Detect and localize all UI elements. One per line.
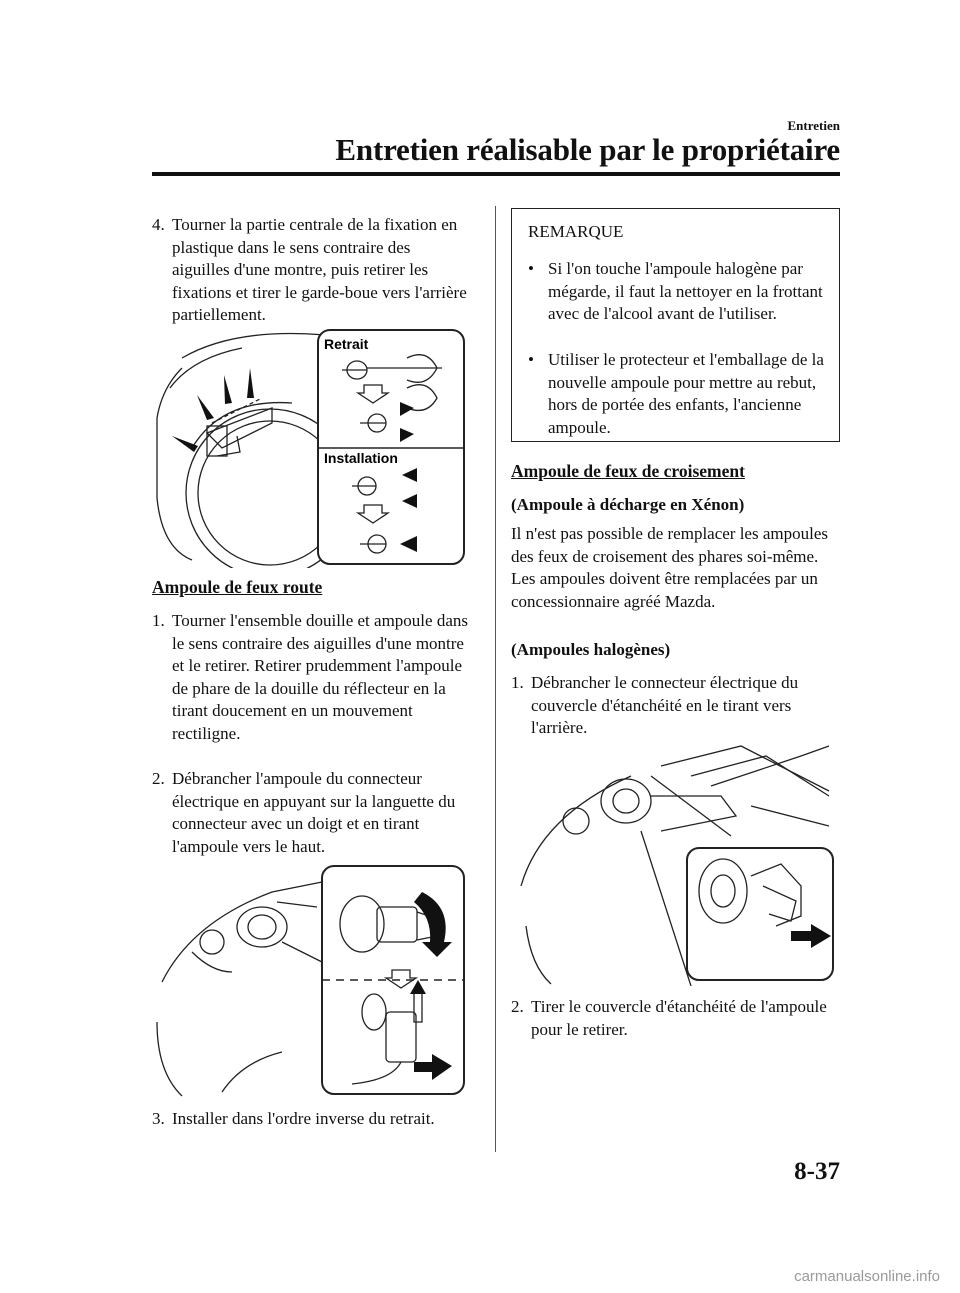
note-bullet-text: Utiliser le protecteur et l'emballage de la nouvelle ampoule pour mettre au rebut, hors de portée des enfants, l'ancienne ampoule. [548,350,824,437]
section-label: Entretien [787,118,840,133]
note-bullet-1 [528,258,828,326]
step-route-3 [152,1108,482,1131]
page-title: Entretien réalisable par le propriétaire [335,132,840,167]
step-text: Tourner la partie centrale de la fixation en plastique dans le sens contraire des aiguilles d'une montre, puis retirer les fixations et tirer le garde-boue vers l'arrière partiellement. [172,215,467,324]
column-divider [495,206,496,1152]
step-route-1 [152,610,474,745]
step-route-2 [152,768,474,858]
note-bullet-text: Si l'on touche l'ampoule halogène par mégarde, il faut la nettoyer en la frottant avec de l'alcool avant de l'utiliser. [548,259,823,323]
note-bullet-2 [528,349,828,439]
subheading-halogen: (Ampoules halogènes) [511,640,671,659]
header-rule [152,172,840,176]
subheading-xenon: (Ampoule à décharge en Xénon) [511,495,745,514]
figure-label-installation: Installation [324,450,398,466]
heading-feux-route: Ampoule de feux route [152,577,323,597]
heading-feux-croisement: Ampoule de feux de croisement [511,461,745,481]
step-number: 3. [152,1109,165,1128]
page-number: 8-37 [794,1158,840,1185]
halogen-connector-figure [511,736,841,986]
step-number: 4. [152,215,165,234]
xenon-text-1: Il n'est pas possible de remplacer les ampoules des feux de croisement des phares soi-même. [511,524,828,566]
step-number: 1. [152,611,165,630]
note-title: REMARQUE [528,222,624,241]
step-number: 1. [511,673,524,692]
step-text: Tirer le couvercle d'étanchéité de l'ampoule pour le retirer. [531,997,827,1039]
step-text: Débrancher l'ampoule du connecteur électrique en appuyant sur la languette du connecteur avec un doigt et en tirant l'ampoule vers le haut. [172,769,456,856]
fender-clip-figure [152,328,468,568]
xenon-text-2: Les ampoules doivent être remplacées par un concessionnaire agréé Mazda. [511,569,818,611]
step-number: 2. [511,997,524,1016]
step-text: Installer dans l'ordre inverse du retrait. [172,1109,435,1128]
figure-label-removal: Retrait [324,336,369,352]
step-halogen-1 [511,672,841,740]
step-text: Débrancher le connecteur électrique du couvercle d'étanchéité en le tirant vers l'arrière. [531,673,799,737]
step-4 [152,214,472,327]
bullet-icon: • [528,259,534,278]
watermark: carmanualsonline.info [794,1268,940,1285]
bullet-icon: • [528,350,534,369]
step-number: 2. [152,769,165,788]
xenon-paragraph [511,523,841,613]
step-halogen-2 [511,996,841,1041]
headlight-bulb-figure [152,862,468,1098]
step-text: Tourner l'ensemble douille et ampoule dans le sens contraire des aiguilles d'une montre et le retirer. Retirer prudemment l'ampoule de phare de la douille du réflecteur en la tirant doucement en un mouvement rectiligne. [172,611,468,743]
